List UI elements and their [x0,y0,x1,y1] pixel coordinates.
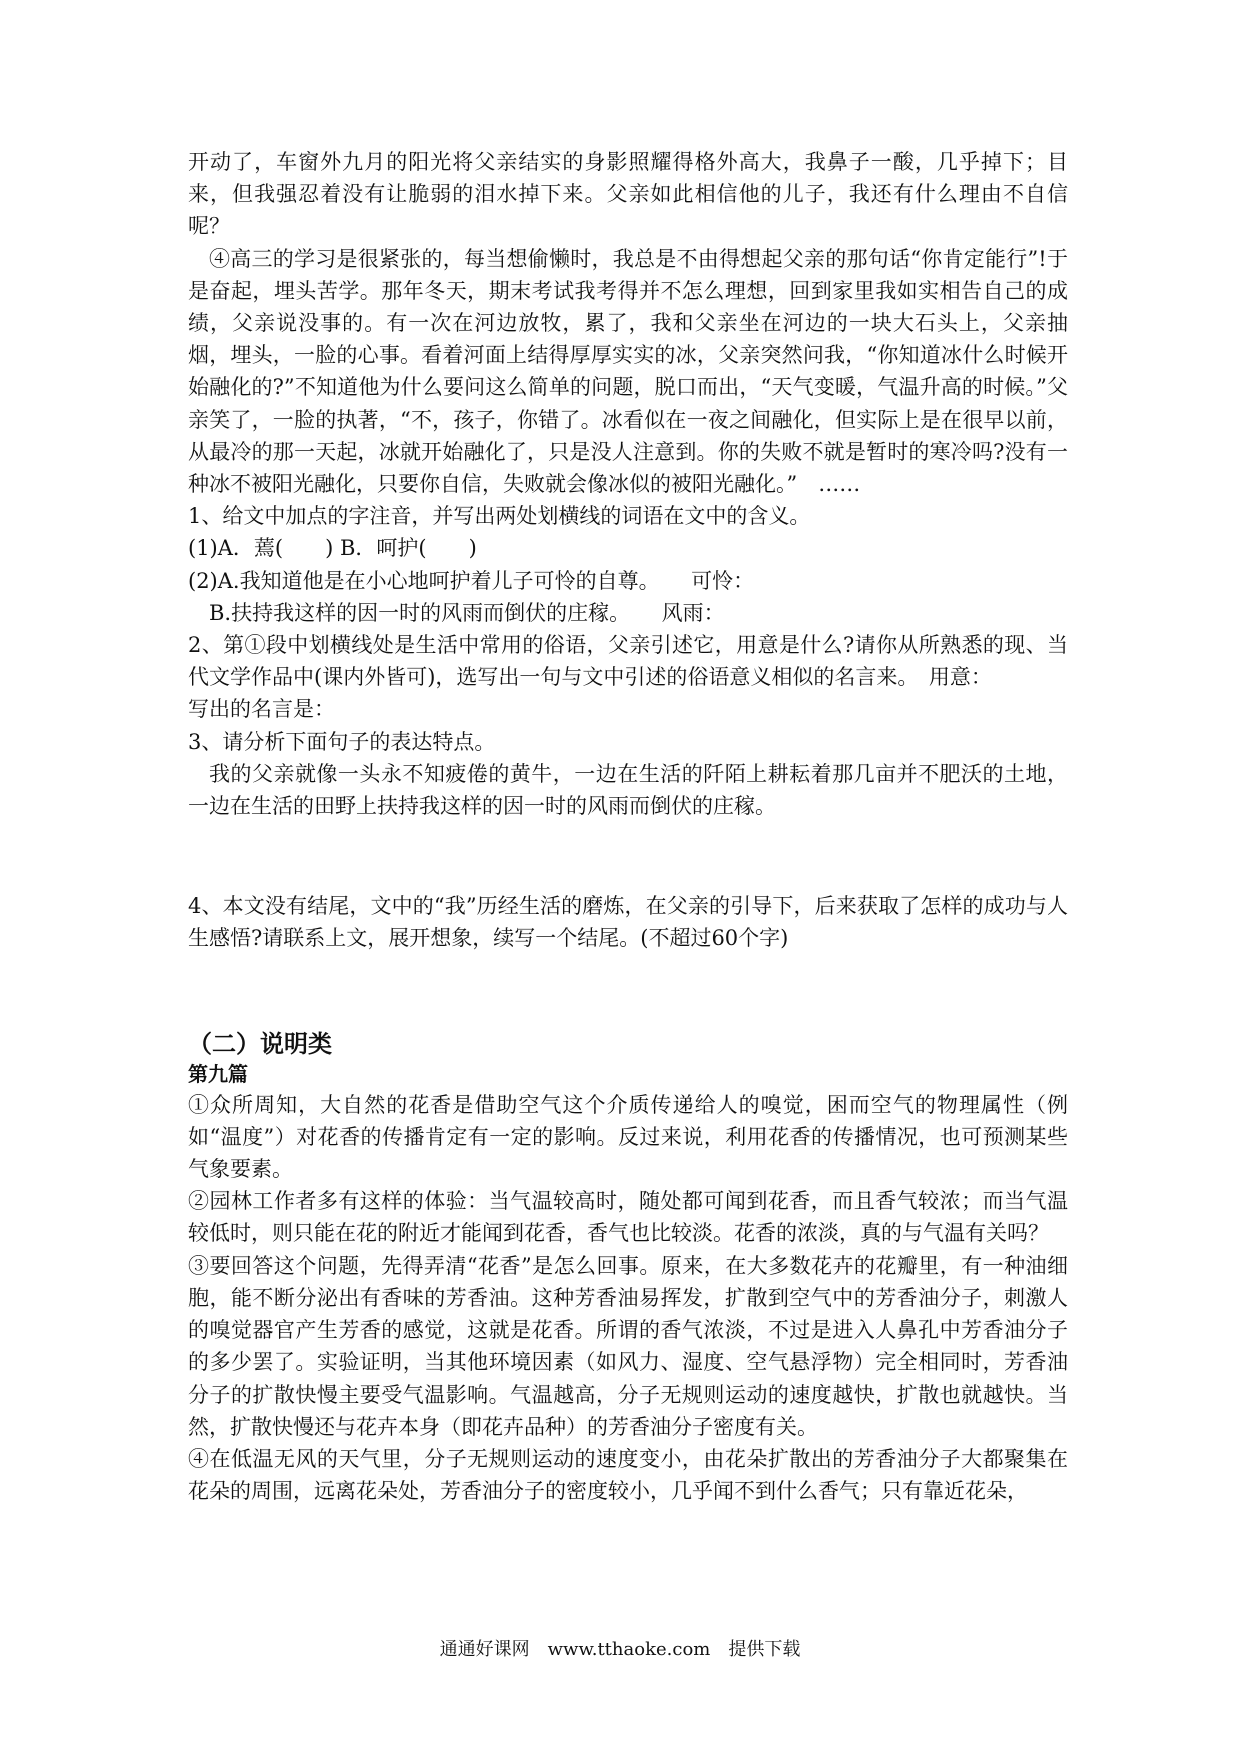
article-paragraph: ②园林工作者多有这样的体验：当气温较高时，随处都可闻到花香，而且香气较浓；而当气温较低时，则只能在花的附近才能闻到花香，香气也比较淡。花香的浓淡，真的与气温有关吗？ [188,1189,1068,1246]
question-1: 1、给文中加点的字注音，并写出两处划横线的词语在文中的含义。 [188,504,811,529]
question-1-part-2a: (2)A.我知道他是在小心地呵护着儿子可怜的自尊。 可怜： [188,568,755,593]
article-paragraph: ④在低温无风的天气里，分子无规则运动的速度变小，由花朵扩散出的芳香油分子大都聚集在花朵的周围，远离花朵处，芳香油分子的密度较小，几乎闻不到什么香气；只有靠近花朵， [188,1446,1068,1504]
article-paragraph: ③要回答这个问题，先得弄清“花香”是怎么回事。原来，在大多数花卉的花瓣里，有一种油细胞，能不断分泌出有香味的芳香油。这种芳香油易挥发，扩散到空气中的芳香油分子，刺激人的嗅觉器官产生芳香的感觉，这就是花香。所谓的香气浓淡，不过是进入人鼻孔中芳香油分子的多少罢了。实验证明，当其他环境因素（如风力、湿度、空气悬浮物）完全相同时，芳香油分子的扩散快慢主要受气温影响。气温越高，分子无规则运动的速度越快，扩散也就越快。当然，扩散快慢还与花卉本身（即花卉品种）的芳香油分子密度有关。 [188,1253,1068,1439]
article-title: 第九篇 [188,1061,248,1086]
article-paragraph: ①众所周知，大自然的花香是借助空气这个介质传递给人的嗅觉，困而空气的物理属性（例如“温度”）对花香的传播肯定有一定的影响。反过来说，利用花香的传播情况，也可预测某些气象要素。 [188,1092,1068,1182]
section-heading: （二）说明类 [188,1029,332,1058]
question-1-part-1: (1)A．蔫( ) B．呵护( ) [188,536,477,561]
answer-space [188,955,1068,1027]
passage-paragraph: 开动了，车窗外九月的阳光将父亲结实的身影照耀得格外高大，我鼻子一酸，几乎掉下；目来，但我强忍着没有让脆弱的泪水掉下来。父亲如此相信他的儿子，我还有什么理由不自信呢？ [188,150,1068,239]
question-2: 2、第①段中划横线处是生活中常用的俗语，父亲引述它，用意是什么?请你从所熟悉的现、当代文学作品中(课内外皆可)，选写出一句与文中引述的俗语意义相似的名言来。 用意： [188,633,1068,690]
question-3: 3、请分析下面句子的表达特点。 [188,729,496,754]
question-1-part-2b: B.扶持我这样的因一时的风雨而倒伏的庄稼。 风雨： [209,600,725,625]
question-3-quote: 我的父亲就像一头永不知疲倦的黄牛，一边在生活的阡陌上耕耘着那几亩并不肥沃的土地，一边在生活的田野上扶持我这样的因一时的风雨而倒伏的庄稼。 [188,761,1068,819]
passage-paragraph: ④高三的学习是很紧张的，每当想偷懒时，我总是不由得想起父亲的那句话“你肯定能行”!于是奋起，埋头苦学。那年冬天，期末考试我考得并不怎么理想，回到家里我如实相告自己的成绩，父亲说没事的。有一次在河边放牧，累了，我和父亲坐在河边的一块大石头上，父亲抽烟，埋头，一脸的心事。看着河面上结得厚厚实实的冰，父亲突然问我，“你知道冰什么时候开始融化的?”不知道他为什么要问这么简单的问题，脱口而出，“天气变暖，气温升高的时候。”父亲笑了，一脸的执著，“不，孩子，你错了。冰看似在一夜之间融化，但实际上是在很早以前，从最冷的那一天起，冰就开始融化了，只是没人注意到。你的失败不就是暂时的寒冷吗?没有一种冰不被阳光融化，只要你自信，失败就会像冰似的被阳光融化。” …… [188,246,1068,497]
question-4: 4、本文没有结尾，文中的“我”历经生活的磨炼，在父亲的引导下，后来获取了怎样的成功与人生感悟?请联系上文，展开想象，续写一个结尾。(不超过60个字) [188,894,1068,951]
page-footer: 通通好课网 www.tthaoke.com 提供下载 [439,1639,801,1660]
question-2-answer-line: 写出的名言是： [188,697,335,722]
answer-space [188,822,1068,890]
page-content [188,146,1068,1507]
